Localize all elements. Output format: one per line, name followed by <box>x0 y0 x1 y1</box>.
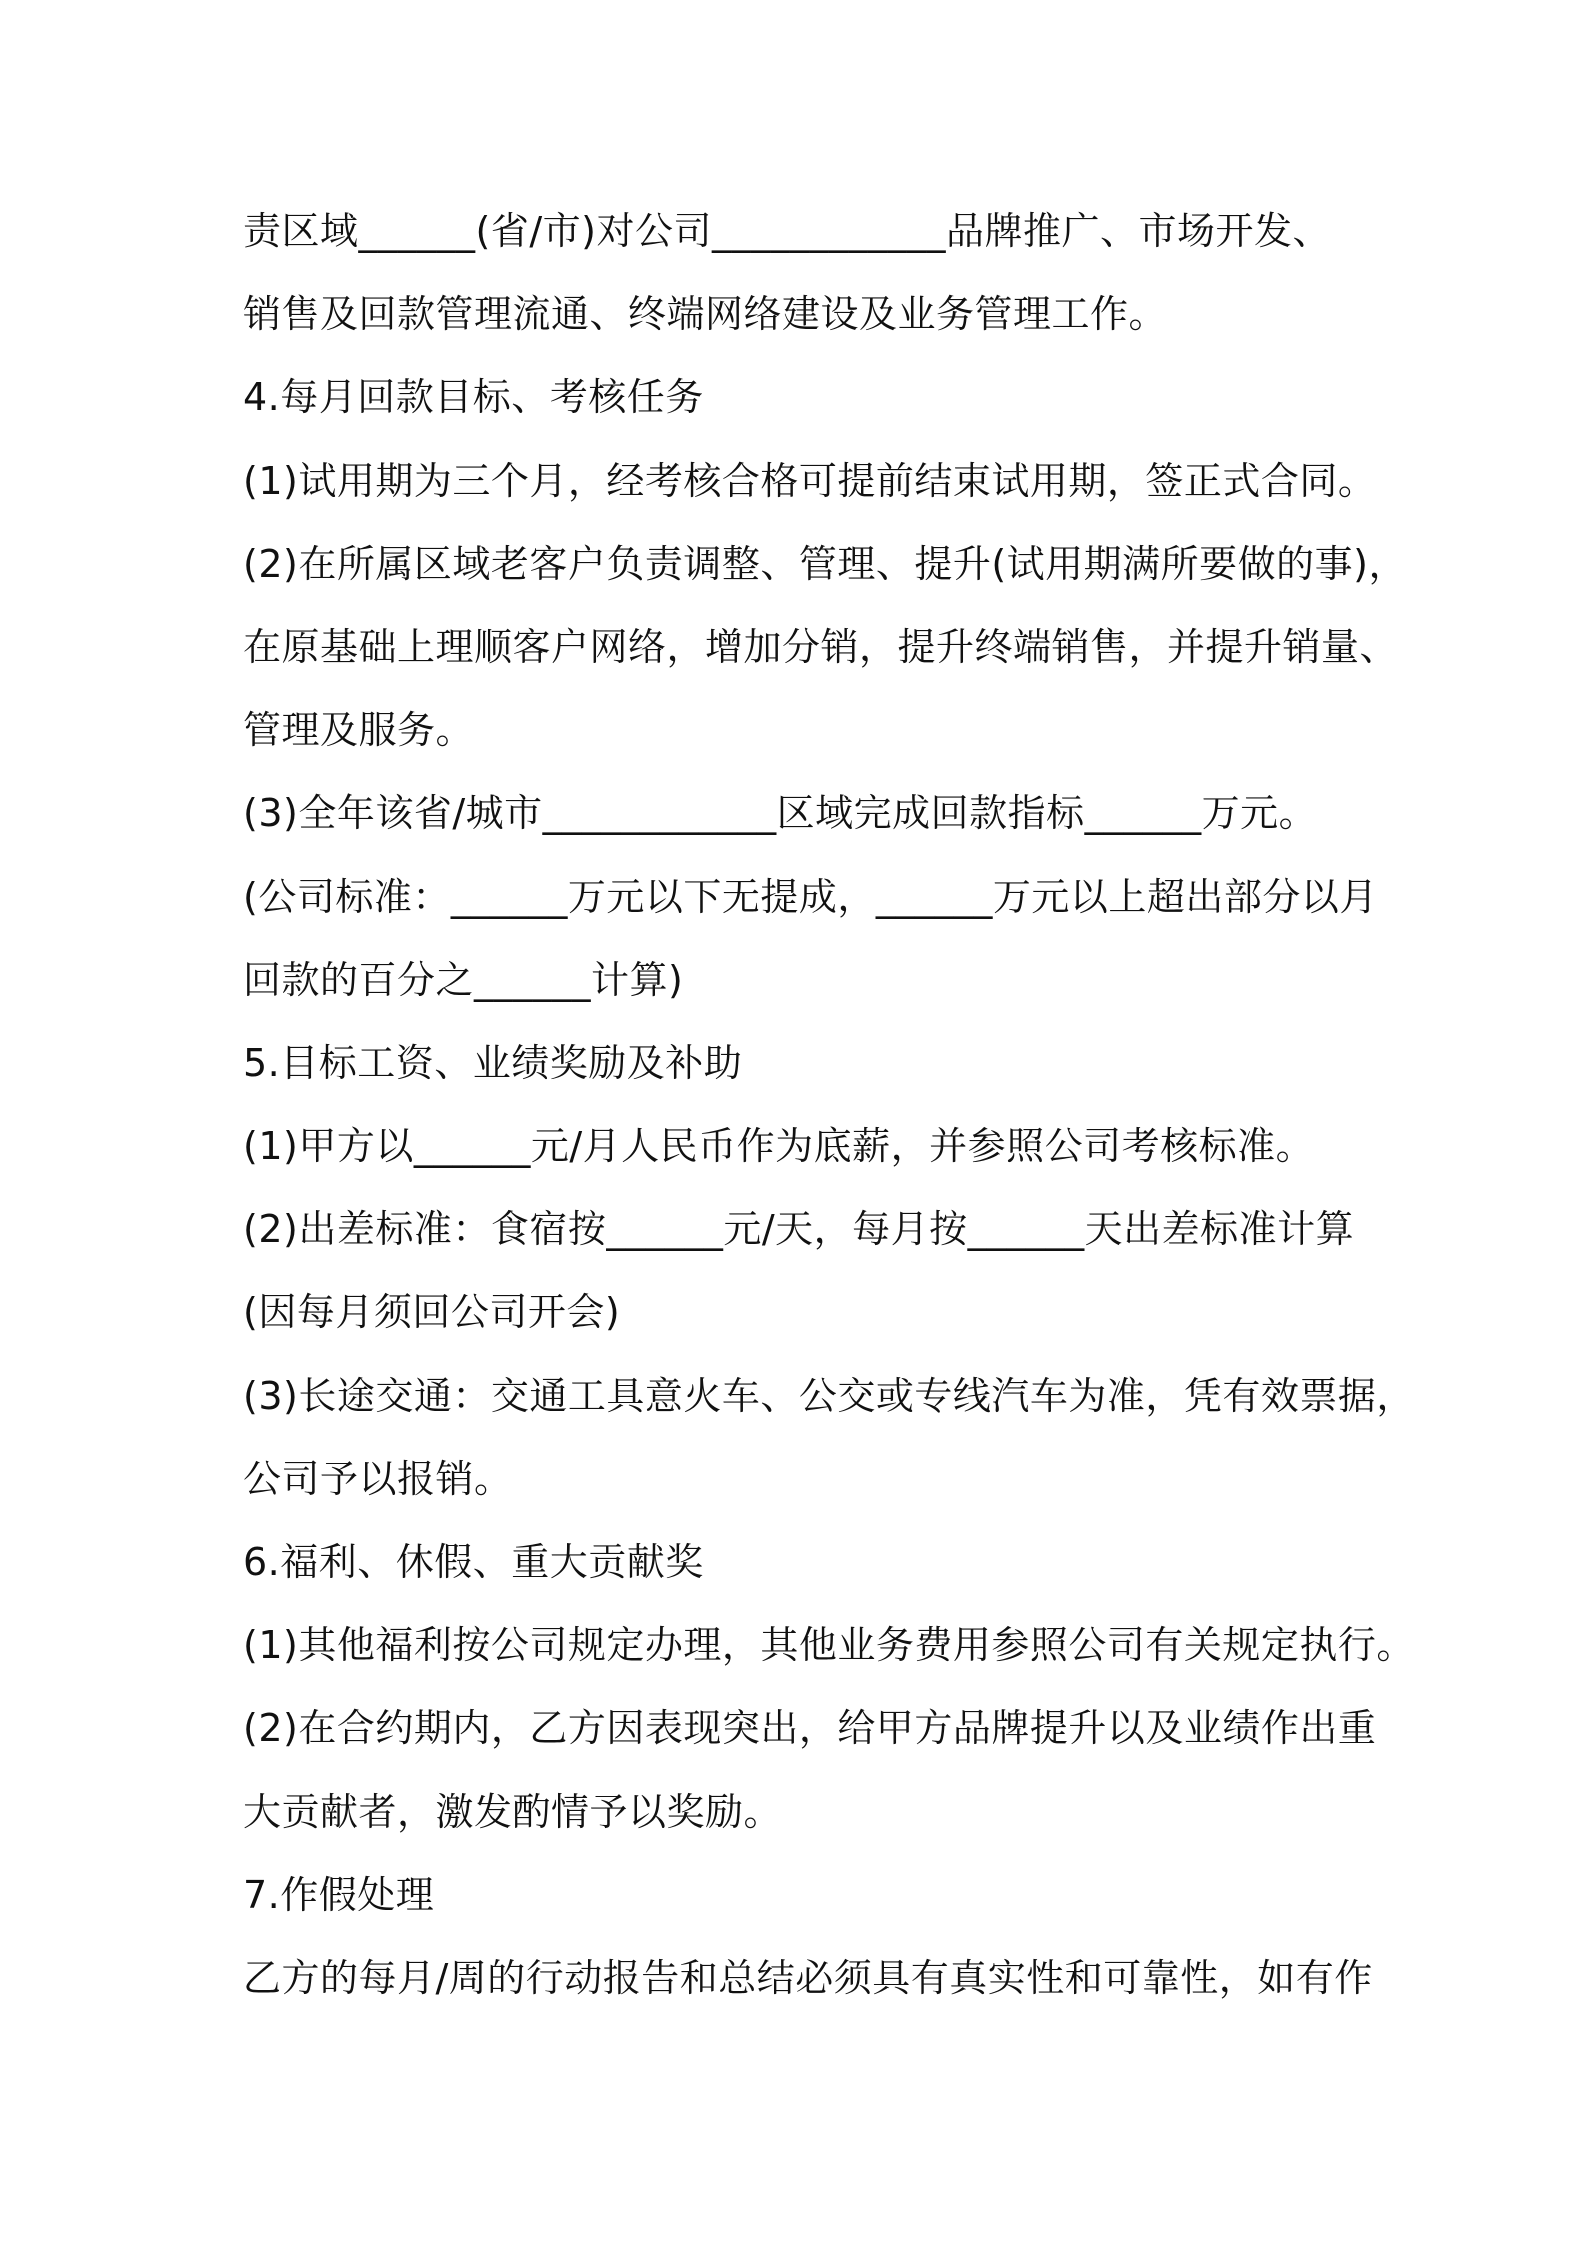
text-line: (3)长途交通：交通工具意火车、公交或专线汽车为准，凭有效票据， <box>243 1373 1415 1418</box>
text-line: (1)试用期为三个月，经考核合格可提前结束试用期，签正式合同。 <box>243 458 1377 503</box>
text-line: 回款的百分之______计算) <box>243 957 684 1002</box>
text-line: (2)在所属区域老客户负责调整、管理、提升(试用期满所要做的事)， <box>243 541 1407 586</box>
text-line: 公司予以报销。 <box>243 1456 513 1501</box>
text-line: 责区域______(省/市)对公司____________品牌推广、市场开发、 <box>243 209 1331 253</box>
text-line: (2)出差标准：食宿按______元/天，每月按______天出差标准计算 <box>243 1207 1355 1252</box>
text-line: 在原基础上理顺客户网络，增加分销，提升终端销售，并提升销量、 <box>243 624 1399 669</box>
text-line: (2)在合约期内，乙方因表现突出，给甲方品牌提升以及业绩作出重 <box>243 1706 1377 1751</box>
text-line: (1)其他福利按公司规定办理，其他业务费用参照公司有关规定执行。 <box>243 1623 1415 1668</box>
section-heading: 7.作假处理 <box>243 1872 435 1917</box>
text-line: 销售及回款管理流通、终端网络建设及业务管理工作。 <box>243 292 1168 337</box>
text-line: (公司标准：______万元以下无提成，______万元以上超出部分以月 <box>243 874 1378 919</box>
text-line: (因每月须回公司开会) <box>243 1290 621 1335</box>
text-line: 乙方的每月/周的行动报告和总结必须具有真实性和可靠性，如有作 <box>243 1955 1373 2000</box>
document-body <box>243 196 1415 2026</box>
text-line: 管理及服务。 <box>243 708 475 753</box>
text-line: 大贡献者，激发酌情予以奖励。 <box>243 1789 783 1834</box>
section-heading: 6.福利、休假、重大贡献奖 <box>243 1540 704 1584</box>
section-heading: 4.每月回款目标、考核任务 <box>243 375 704 420</box>
text-line: (3)全年该省/城市____________区域完成回款指标______万元。 <box>243 791 1318 836</box>
section-heading: 5.目标工资、业绩奖励及补助 <box>243 1040 743 1085</box>
text-line: (1)甲方以______元/月人民币作为底薪，并参照公司考核标准。 <box>243 1124 1315 1169</box>
